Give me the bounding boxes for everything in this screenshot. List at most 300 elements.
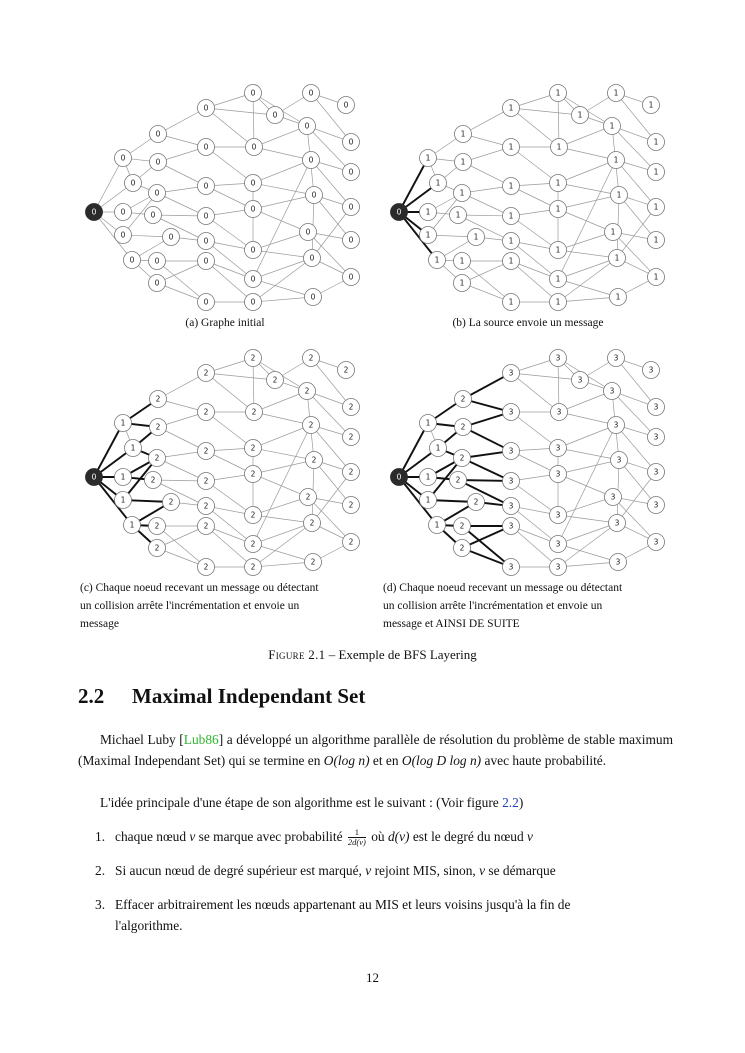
node-label: 3 [609,386,615,396]
graph-node [198,233,215,250]
graph-edge [253,250,312,258]
graph-node [304,515,321,532]
list-text-2 [115,860,673,881]
node-label: 3 [555,539,561,549]
graph-node [608,152,625,169]
node-label: 3 [508,368,514,378]
graph-node [198,178,215,195]
graph-node [198,443,215,460]
graph-node [343,232,360,249]
graph-edge [558,425,616,448]
graph-node [115,150,132,167]
paragraph-luby [78,729,673,771]
node-label: 2 [250,443,256,453]
graph-edge [511,373,559,412]
graph-edge [511,373,580,380]
list-text-1 [115,826,673,847]
graph-svg-c [80,345,370,577]
graph-node [550,559,567,576]
node-label: 2 [460,422,466,432]
graph-node [115,492,132,509]
graph-node [306,187,323,204]
node-label: 2 [250,562,256,572]
node-label: 1 [610,227,616,237]
p1-text-4: et en [369,753,402,768]
graph-node [648,534,665,551]
li1-v: v [189,829,196,844]
node-label: 2 [155,422,161,432]
p1-text-2: ] a développé un algorithme parallèle de résolution du problème de [218,732,581,747]
li1-c: où [367,829,388,844]
graph-node [246,404,263,421]
node-label: 0 [250,88,256,98]
node-label: 3 [610,492,616,502]
graph-node [163,494,180,511]
caption-d-line-3: message et AINSI DE SUITE [383,618,520,630]
graph-node [299,383,316,400]
node-label: 0 [308,155,314,165]
graph-node [608,350,625,367]
graph-edge [399,158,428,212]
node-label: 3 [508,446,514,456]
node-label: 0 [309,253,315,263]
node-label: 2 [455,475,461,485]
node-label: 2 [311,455,317,465]
graph-node [648,399,665,416]
graph-node [503,498,520,515]
subfigure-d-caption [383,579,673,633]
list-item-2 [95,860,673,881]
node-label: 0 [120,230,126,240]
graph-node [198,473,215,490]
node-label: 1 [555,274,561,284]
graph-node [420,469,437,486]
graph-node [245,559,262,576]
graph-node [503,404,520,421]
node-label: 2 [459,543,465,553]
p1-text-5: avec haute probabilité. [484,753,607,768]
node-label: 0 [155,129,161,139]
list-number-2: 2. [95,863,106,878]
graph-node [429,517,446,534]
graph-node [125,440,142,457]
node-label: 2 [203,562,209,572]
graph-node [455,419,472,436]
node-label: 0 [348,167,354,177]
node-label: 1 [615,292,621,302]
node-label: 2 [203,446,209,456]
math-olog-n: O(log n) [323,753,370,768]
graph-svg-b [385,80,675,312]
node-label: 0 [203,211,209,221]
node-label: 1 [508,181,514,191]
caption-d-line-2: un collision arrête l'incrémentation et envoie un [383,600,603,612]
node-label: 2 [459,453,465,463]
list-number-3: 3. [95,897,106,912]
node-label: 0 [308,88,314,98]
graph-edge [558,195,619,209]
node-label: 2 [150,475,156,485]
node-label: 0 [150,210,156,220]
graph-node [420,227,437,244]
graph-node [503,233,520,250]
graph-node [503,294,520,311]
node-label: 1 [609,121,615,131]
graph-edge [555,258,617,302]
node-label: 1 [129,520,135,530]
graph-node [125,175,142,192]
node-label: 2 [203,521,209,531]
node-label: 1 [120,418,126,428]
graph-node [149,518,166,535]
section-title: Maximal Independant Set [132,684,366,708]
node-label: 1 [555,88,561,98]
graph-node [306,452,323,469]
node-label: 0 [250,204,256,214]
node-label: 1 [434,255,440,265]
graph-svg-d [385,345,675,577]
node-label: 0 [120,207,126,217]
graph-node [450,472,467,489]
node-label: 0 [203,181,209,191]
node-label: 0 [250,297,256,307]
graph-node [503,253,520,270]
graph-node [343,199,360,216]
node-label: 2 [348,467,354,477]
li1-dv: d(v) [387,829,410,844]
graph-edge [94,423,123,477]
graph-node [604,118,621,135]
graph-node [245,242,262,259]
node-label: 1 [425,230,431,240]
graph-node [245,466,262,483]
node-label: 2 [348,432,354,442]
graph-node [343,497,360,514]
graph-edge [558,515,617,523]
node-label: 0 [154,188,160,198]
graph-edge [558,250,617,258]
graph-node [124,517,141,534]
graph-edge [253,183,314,195]
node-label: 1 [508,297,514,307]
node-label: 1 [459,256,465,266]
node-label: 1 [460,129,466,139]
figure-label: Figure 2.1 [268,647,326,662]
node-label: 3 [653,500,659,510]
graph-node [420,415,437,432]
graph-edge [558,183,619,195]
node-label: 1 [555,245,561,255]
node-label: 3 [613,353,619,363]
subfigure-c-caption [80,579,368,633]
graph-node [198,404,215,421]
node-label: 3 [508,521,514,531]
node-label: 2 [272,375,278,385]
node-label: 0 [91,472,97,482]
graph-edge [558,460,619,474]
graph-node [454,540,471,557]
node-label: 0 [154,278,160,288]
node-label: 0 [91,207,97,217]
frac-numerator: 1 [348,828,366,838]
node-label: 0 [310,292,316,302]
graph-node [420,492,437,509]
frac-denominator: 2d(v) [347,837,366,848]
graph-node [303,152,320,169]
node-label: 3 [614,518,620,528]
node-label: 3 [577,375,583,385]
node-label: 1 [613,88,619,98]
node-label: 0 [304,121,310,131]
graph-node [503,208,520,225]
list-item-3 [95,894,673,936]
graph-node [245,350,262,367]
node-label: 0 [250,274,256,284]
node-label: 2 [203,476,209,486]
node-label: 0 [129,255,135,265]
graph-node [648,497,665,514]
graph-node [150,154,167,171]
node-label: 2 [343,365,349,375]
node-label: 1 [460,157,466,167]
graph-edge [558,544,618,562]
node-label: 3 [653,467,659,477]
page-number: 12 [366,970,379,985]
figure-ref-2-2[interactable]: 2.2 [502,795,519,810]
node-label: 2 [155,394,161,404]
node-label: 0 [272,110,278,120]
graph-edge [206,108,275,115]
node-label: 1 [425,495,431,505]
node-label: 1 [120,472,126,482]
node-label: 1 [425,472,431,482]
graph-node [115,469,132,486]
graph-node [198,208,215,225]
graph-node [648,134,665,151]
node-label: 1 [425,207,431,217]
node-label: 1 [653,272,659,282]
citation-lub86[interactable]: Lub86 [183,732,219,747]
graph-svg-a [80,80,370,312]
graph-node [609,515,626,532]
node-label: 1 [653,137,659,147]
graph-edge [253,425,311,448]
graph-edge [558,209,613,232]
graph-node [648,464,665,481]
graph-node [611,452,628,469]
graph-node [149,450,166,467]
graph-node [198,518,215,535]
graph-node [343,134,360,151]
graph-node [608,417,625,434]
node-label: 2 [203,407,209,417]
graph-node [503,139,520,156]
graph-node [648,269,665,286]
graph-source-node [391,469,408,486]
graph-node [305,554,322,571]
graph-node [245,507,262,524]
figure-caption-sep: – [325,647,339,662]
graph-node [304,250,321,267]
graph-edge [94,158,123,212]
node-label: 1 [648,100,654,110]
graph-node [551,139,568,156]
graph-node [303,350,320,367]
graph-node [343,164,360,181]
node-label: 0 [120,153,126,163]
graph-node [149,185,166,202]
graph-node [145,207,162,224]
graph-node [300,489,317,506]
graph-node [245,271,262,288]
node-label: 1 [120,495,126,505]
graph-node [550,271,567,288]
node-label: 2 [168,497,174,507]
node-label: 3 [653,537,659,547]
node-label: 2 [203,501,209,511]
graph-node [609,250,626,267]
node-label: 2 [308,420,314,430]
node-label: 1 [425,153,431,163]
graph-node [550,507,567,524]
node-label: 1 [508,142,514,152]
graph-edge [253,562,313,567]
graph-node [450,207,467,224]
graph-edge [253,474,308,497]
subfigure-c-graph [80,345,370,577]
graph-node [343,534,360,551]
graph-node [550,201,567,218]
graph-node [198,559,215,576]
node-label: 0 [203,256,209,266]
list-number-1: 1. [95,829,106,844]
graph-node [550,85,567,102]
graph-node [267,107,284,124]
graph-node [551,404,568,421]
graph-edge [253,544,313,562]
graph-node [338,97,355,114]
graph-node [455,391,472,408]
li1-b: se marque avec probabilité [195,829,346,844]
subfigure-a-caption: (a) Graphe initial [185,317,265,329]
graph-edge [250,258,312,302]
graph-node [303,85,320,102]
node-label: 1 [508,103,514,113]
graph-edge [558,562,618,567]
graph-edge [253,160,311,183]
graph-node [648,232,665,249]
graph-node [648,164,665,181]
node-label: 1 [653,235,659,245]
node-label: 3 [555,562,561,572]
node-label: 2 [348,537,354,547]
graph-node [145,472,162,489]
node-label: 1 [435,443,441,453]
graph-node [343,399,360,416]
node-label: 0 [348,272,354,282]
node-label: 1 [556,142,562,152]
graph-node [149,275,166,292]
list-item-1 [95,826,673,847]
node-label: 1 [653,202,659,212]
node-label: 1 [555,204,561,214]
node-label: 3 [648,365,654,375]
graph-edge [558,279,618,297]
graph-source-node [86,469,103,486]
node-label: 0 [168,232,174,242]
graph-node [611,187,628,204]
graph-node [605,489,622,506]
graph-node [198,253,215,270]
node-label: 2 [460,394,466,404]
caption-c-line-3: message [80,618,119,630]
graph-node [503,473,520,490]
node-label: 0 [130,178,136,188]
node-label: 1 [459,278,465,288]
figure-caption-text: Exemple de BFS Layering [338,647,477,662]
graph-node [550,242,567,259]
graph-node [198,100,215,117]
node-label: 1 [508,236,514,246]
graph-edge [253,460,314,474]
graph-node [454,518,471,535]
math-olog-d-log-n: O(log D log n) [401,753,482,768]
node-label: 1 [613,155,619,165]
graph-node [245,294,262,311]
graph-node [455,126,472,143]
graph-node [303,417,320,434]
graph-source-node [86,204,103,221]
graph-node [430,440,447,457]
graph-node [454,185,471,202]
graph-edge [511,108,559,147]
caption-c-line-2: un collision arrête l'incrémentation et envoie un [80,600,300,612]
graph-node [343,429,360,446]
caption-d-line-1: (d) Chaque noeud recevant un message ou détectant [383,582,623,594]
graph-edge [206,373,254,412]
node-label: 3 [556,407,562,417]
graph-node [503,518,520,535]
node-label: 0 [396,207,402,217]
node-label: 0 [155,157,161,167]
graph-node [245,201,262,218]
fraction-probability [348,828,366,847]
subfigure-d-graph [385,345,675,577]
graph-source-node [391,204,408,221]
graph-edge [558,160,616,183]
node-label: 0 [250,245,256,255]
graph-edge [555,523,617,567]
node-label: 3 [653,432,659,442]
graph-edge [558,474,613,497]
node-label: 1 [653,167,659,177]
graph-node [245,85,262,102]
p1-text-1: Michael Luby [ [100,732,184,747]
caption-c-line-1: (c) Chaque noeud recevant un message ou détectant [80,582,319,594]
node-label: 0 [348,202,354,212]
node-label: 2 [250,353,256,363]
graph-edge [511,108,580,115]
graph-edge [253,515,312,523]
node-label: 0 [250,178,256,188]
node-label: 1 [616,190,622,200]
node-label: 0 [343,100,349,110]
node-label: 3 [613,420,619,430]
graph-node [648,199,665,216]
node-label: 2 [308,353,314,363]
graph-node [503,443,520,460]
node-label: 0 [203,236,209,246]
